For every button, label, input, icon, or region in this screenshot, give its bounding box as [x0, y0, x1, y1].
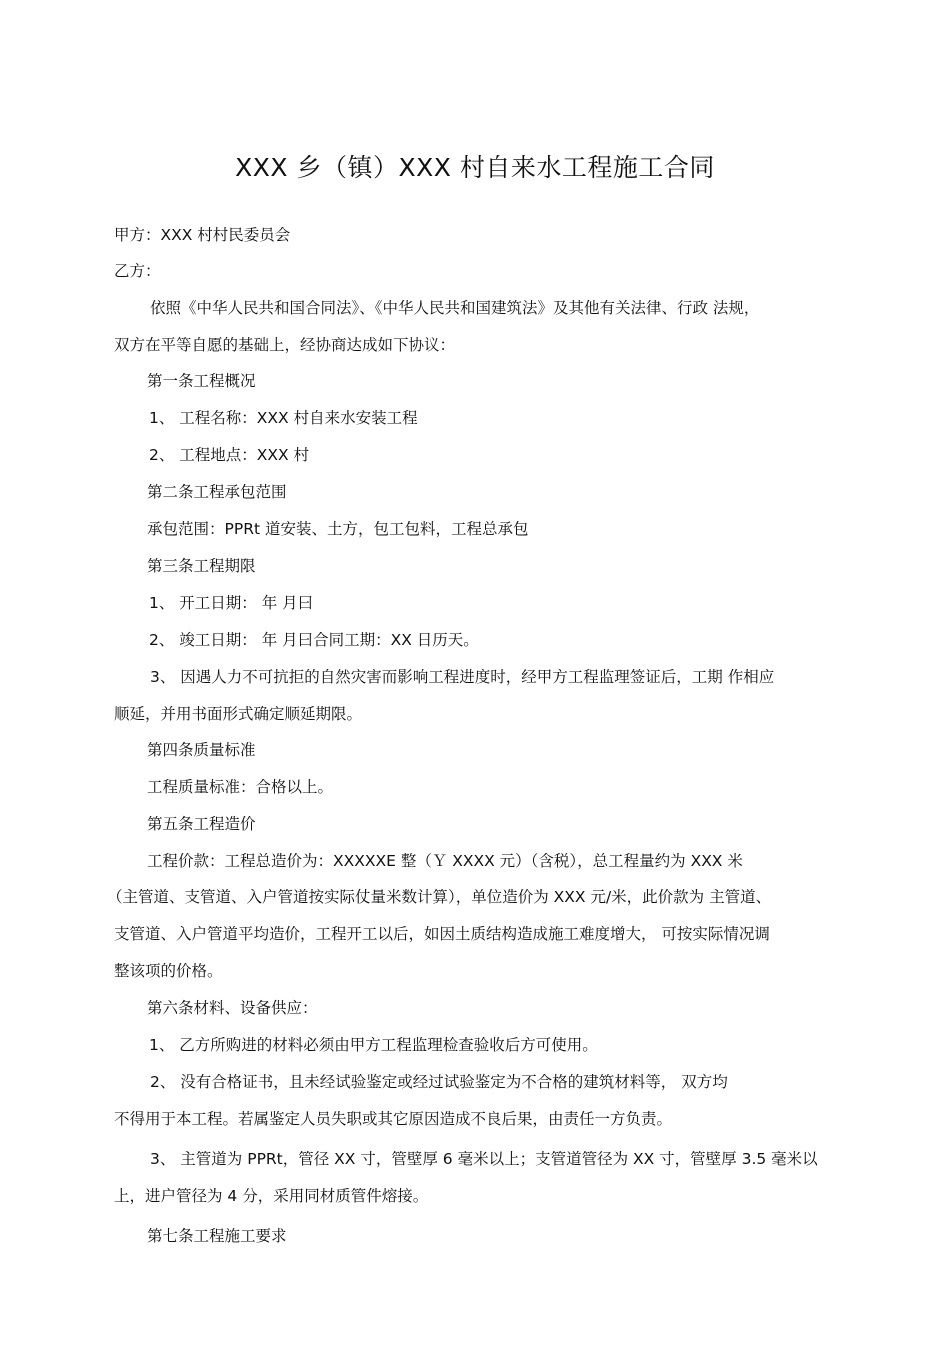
article-5-body-line-3: 支管道、入户管道平均造价，工程开工以后，如因土质结构造成施工难度增大， 可按实际情况调: [114, 925, 770, 943]
article-6-item-2-line-1: 2、 没有合格证书，且未经试验鉴定或经过试验鉴定为不合格的建筑材料等， 双方均: [150, 1073, 728, 1091]
article-6-item-3-line-2: 上，进户管径为 4 分，采用同材质管件熔接。: [114, 1187, 429, 1205]
party-a-line: 甲方：XXX 村村民委员会: [114, 226, 291, 244]
article-1-heading: 第一条工程概况: [147, 372, 256, 390]
article-3-item-3-line-1: 3、 因遇人力不可抗拒的自然灾害而影响工程进度时，经甲方工程监理签证后，工期 作相应: [150, 668, 775, 686]
article-6-item-3-line-1: 3、 主管道为 PPRt，管径 XX 寸，管壁厚 6 毫米以上；支管道管径为 XX 寸，管壁厚 3.5 毫米以: [150, 1150, 818, 1168]
article-6-heading: 第六条材料、设备供应：: [147, 999, 318, 1017]
article-4-heading: 第四条质量标准: [147, 741, 256, 759]
preamble-line-2: 双方在平等自愿的基础上，经协商达成如下协议：: [114, 336, 456, 354]
article-4-body: 工程质量标准：合格以上。: [147, 778, 334, 796]
article-2-heading: 第二条工程承包范围: [147, 483, 287, 501]
article-3-heading: 第三条工程期限: [147, 557, 256, 575]
article-6-item-2-line-2: 不得用于本工程。若属鉴定人员失职或其它原因造成不良后果，由责任一方负责。: [114, 1110, 673, 1128]
party-b-line: 乙方：: [114, 262, 161, 280]
article-5-body-line-2: （主管道、支管道、入户管道按实际仗量米数计算），单位造价为 XXX 元/米，此价款为 主管道、: [107, 888, 772, 906]
article-1-item-2: 2、 工程地点：XXX 村: [149, 446, 310, 464]
article-6-item-1: 1、 乙方所购进的材料必须由甲方工程监理检查验收后方可使用。: [149, 1036, 598, 1054]
article-3-item-3-line-2: 顺延，并用书面形式确定顺延期限。: [114, 705, 363, 723]
article-1-item-1: 1、 工程名称：XXX 村自来水安装工程: [149, 409, 418, 427]
preamble-line-1: 依照《中华人民共和国合同法》、《中华人民共和国建筑法》及其他有关法律、行政 法规，: [150, 299, 760, 317]
article-2-body: 承包范围：PPRt 道安装、土方，包工包料，工程总承包: [147, 520, 529, 538]
article-3-item-2: 2、 竣工日期： 年 月曰合同工期：XX 日历天。: [149, 631, 479, 649]
article-5-body-line-1: 工程价款：工程总造价为：XXXXXE 整（Ｙ XXXX 元）（含税），总工程量约为 XXX 米: [147, 852, 743, 870]
article-5-heading: 第五条工程造价: [147, 815, 256, 833]
article-3-item-1: 1、 开工日期： 年 月曰: [149, 594, 314, 612]
article-5-body-line-4: 整该项的价格。: [114, 962, 223, 980]
document-title: XXX 乡（镇）XXX 村自来水工程施工合同: [235, 153, 715, 182]
article-7-heading: 第七条工程施工要求: [147, 1227, 287, 1245]
